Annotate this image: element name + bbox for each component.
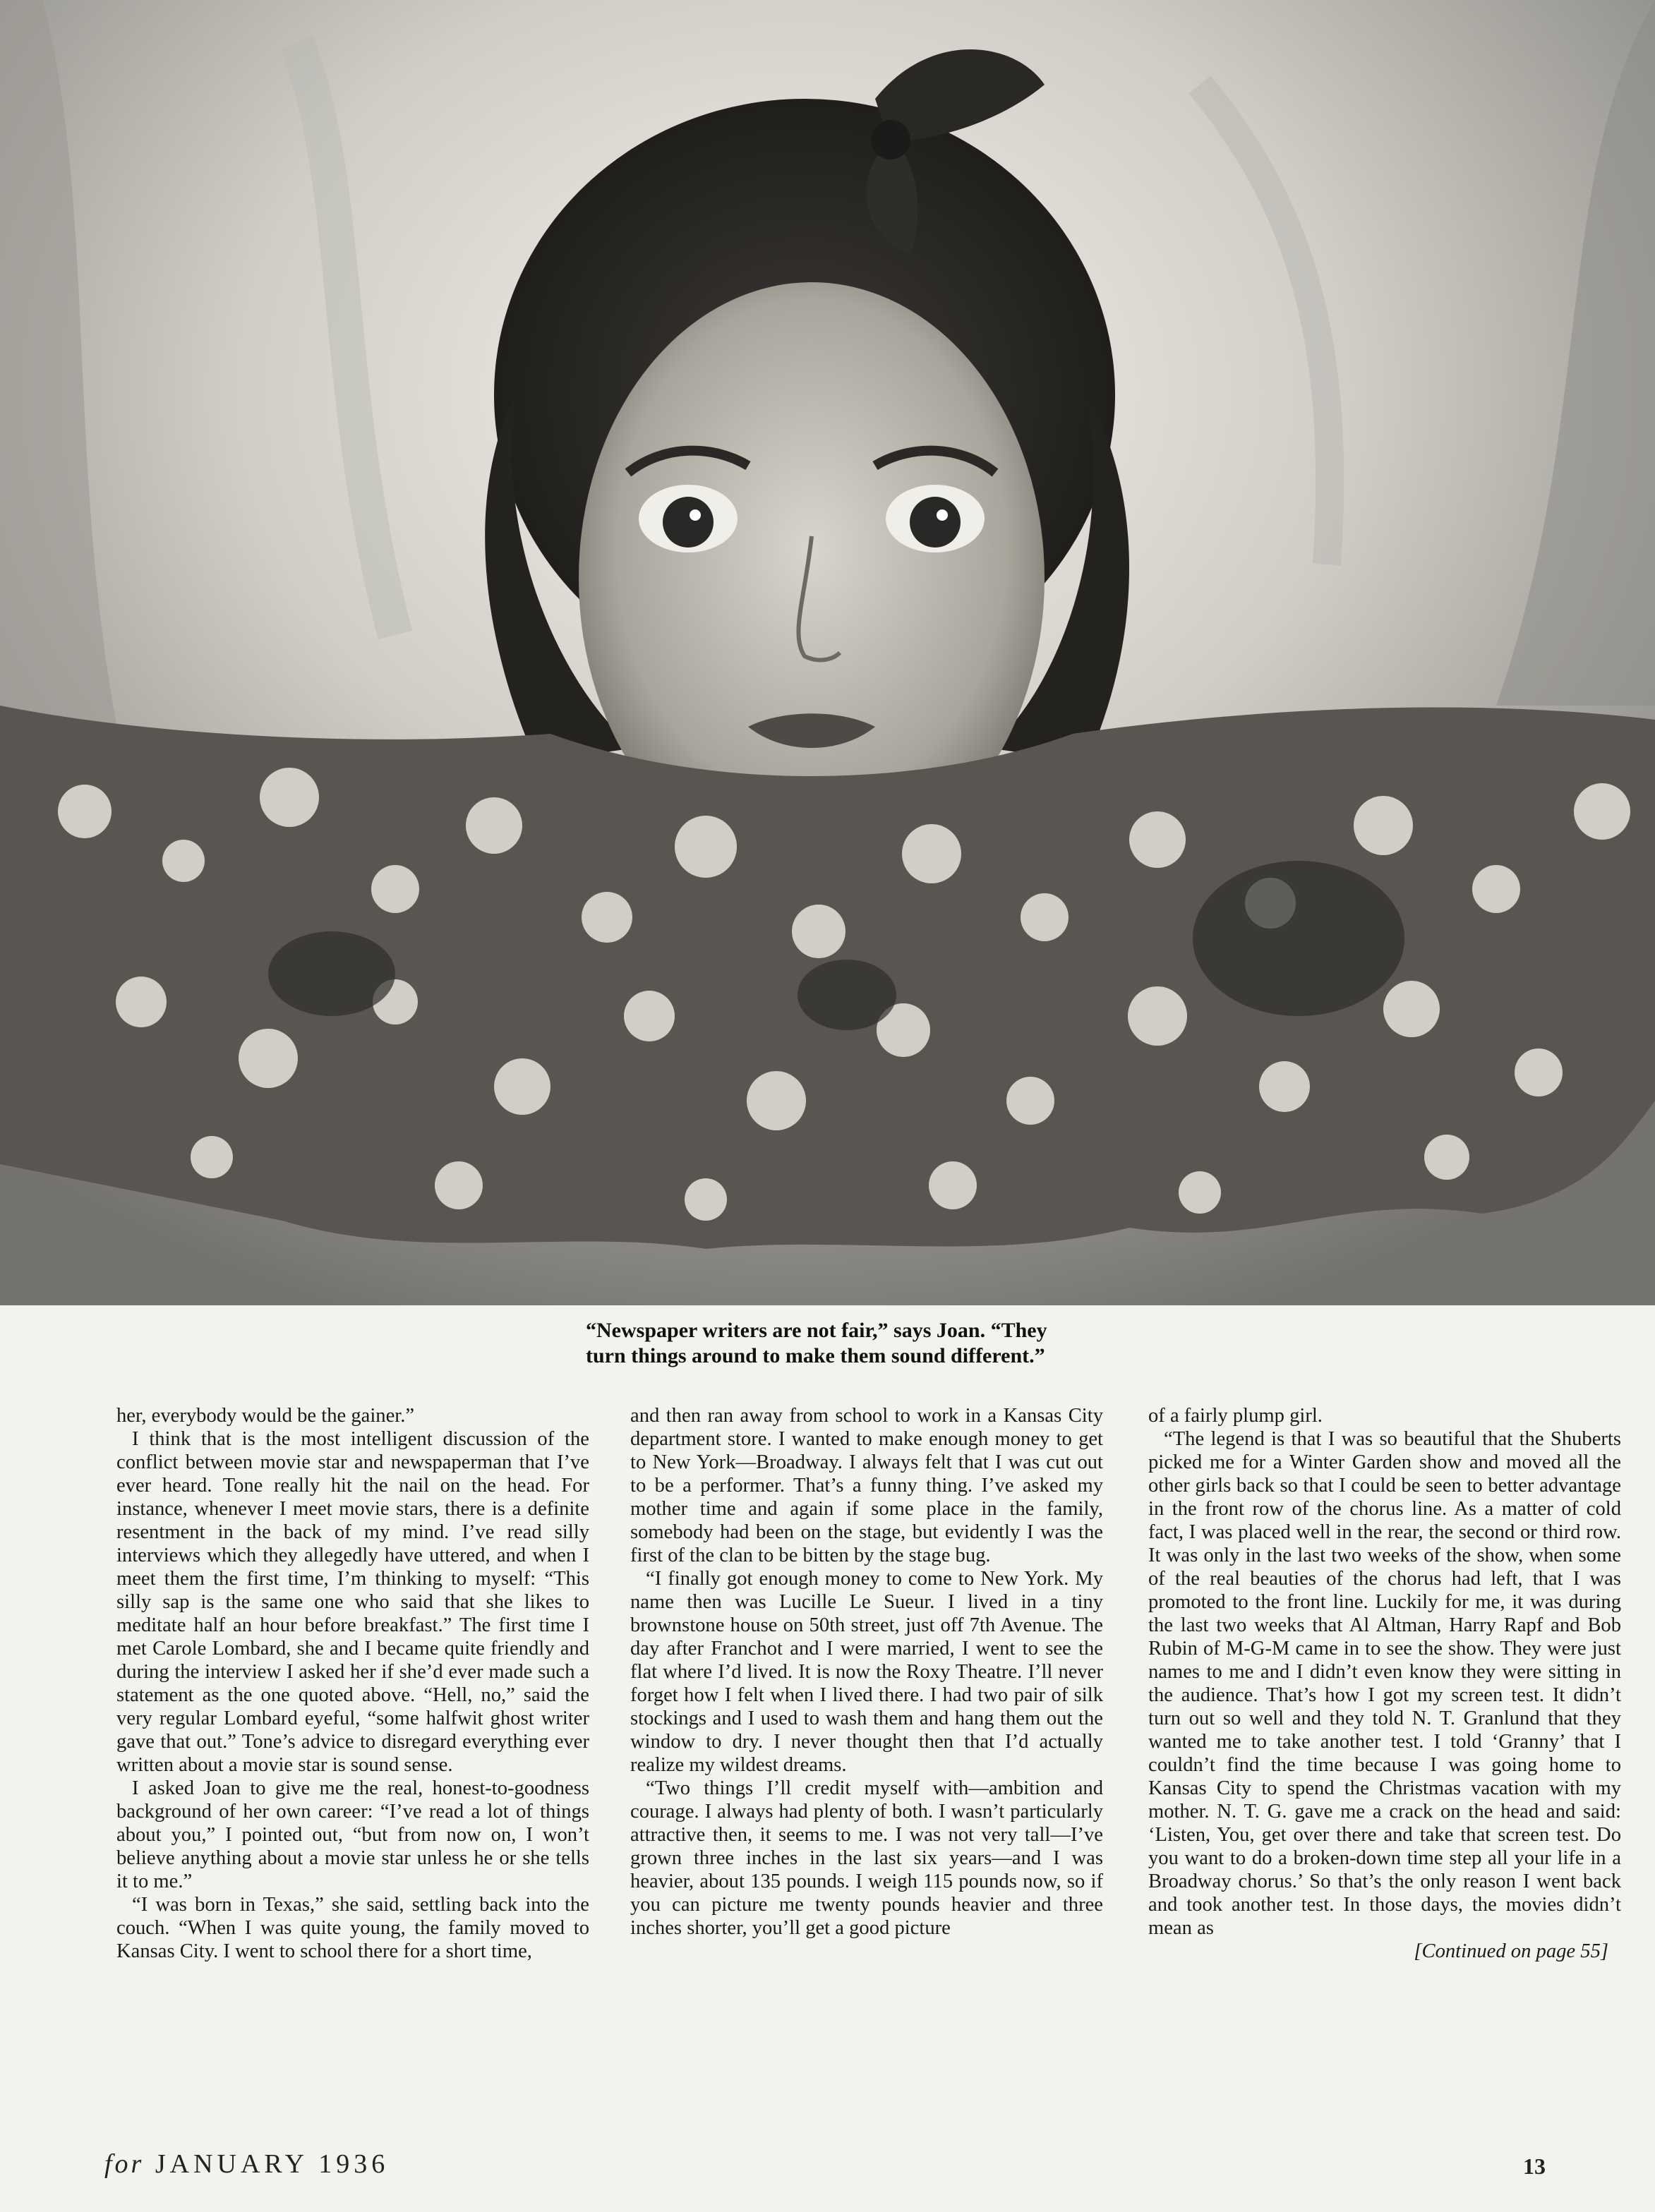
article-column-3 (1148, 1404, 1621, 1963)
photo-caption (586, 1318, 1221, 1369)
issue-date-text: JANUARY 1936 (155, 2149, 390, 2179)
caption-line: “Newspaper writers are not fair,” says Joan. “They (586, 1319, 1047, 1342)
paragraph: “I was born in Texas,” she said, settling back into the couch. “When I was quite young, the family moved to Kansas City. I went to school there for a short time, (116, 1894, 589, 1962)
paragraph: and then ran away from school to work in a Kansas City department store. I wanted to make enough money to get to New York—Broadway. I always felt that I was cut out to be a performer. That’s a funny thing. I’ve asked my mother time and again if some place in the family, somebody had been on the stage, but evidently I was the first of the clan to be bitten by the stage bug. (630, 1405, 1103, 1566)
paragraph: I think that is the most intelligent discussion of the conflict between movie star and newspaperman that I’ve ever heard. Tone really hit the nail on the head. For instance, whenever I meet movie stars, there is a definite resentment in the back of my mind. I’ve read silly interviews which they allegedly have uttered, and when I meet them the first time, I’m thinking to myself: “This silly sap is the same one who said that she likes to meditate half an hour before breakfast.” The first time I met Carole Lombard, she and I became quite friendly and during the interview I asked her if she’d ever made such a statement as the one quoted above. “Hell, no,” said the very regular Lombard eyeful, “some halfwit ghost writer gave that out.” Tone’s advice to disregard everything ever written about a movie star is sound sense. (116, 1428, 589, 1776)
article-column-2 (630, 1404, 1103, 1940)
paragraph: “Two things I’ll credit myself with—ambition and courage. I always had plenty of both. I wasn’t particularly attractive then, it seems to me. I was not very tall—I’ve grown three inches in the last six years—and I was heavier, about 135 pounds. I weigh 115 pounds now, so if you can picture me twenty pounds heavier and three inches shorter, you’ll get a good picture (630, 1777, 1103, 1939)
page-number: 13 (1523, 2153, 1546, 2179)
issue-date (104, 2148, 389, 2180)
paragraph: of a fairly plump girl. (1148, 1405, 1323, 1427)
caption-line: turn things around to make them sound different.” (586, 1344, 1045, 1367)
article-column-1 (116, 1404, 589, 1963)
issue-date-prefix: for (104, 2149, 145, 2179)
continued-note: [Continued on page 55] (1414, 1940, 1608, 1962)
paragraph: “The legend is that I was so beautiful that the Shuberts picked me for a Winter Garden show and moved all the other girls back so that I could be seen to better advantage in the front row of the chorus line. As a matter of cold fact, I was placed well in the rear, the second or third row. It was only in the last two weeks of the show, when some of the real beauties of the chorus had left, that I was promoted to the front line. Luckily for me, it was during the last two weeks that Al Altman, Harry Rapf and Bob Rubin of M-G-M came in to see the show. They were just names to me and I didn’t even know they were sitting in the audience. That’s how I got my screen test. It didn’t turn out so well and they told N. T. Granlund that they wanted me to take another test. I told ‘Granny’ that I couldn’t find the time because I was going home to Kansas City to spend the Christmas vacation with my mother. N. T. G. gave me a crack on the head and said: ‘Listen, You, get over there and take that screen test. Do you want to do a broken-down time step all your life in a Broadway chorus.’ So that’s the only reason I went back and took another test. In those days, the movies didn’t mean as (1148, 1428, 1621, 1939)
paragraph: “I finally got enough money to come to New York. My name then was Lucille Le Sueur. I lived in a tiny brownstone house on 50th street, just off 7th Avenue. The day after Franchot and I were married, I went to see the flat where I’d lived. It is now the Roxy Theatre. I’ll never forget how I felt when I lived there. I had two pair of silk stockings and I used to wash them and hang them out the window to dry. I never thought then that I’d actually realize my wildest dreams. (630, 1568, 1103, 1776)
paragraph: her, everybody would be the gainer.” (116, 1405, 415, 1427)
paragraph: I asked Joan to give me the real, honest-to-goodness background of her own career: “I’ve read a lot of things about you,” I pointed out, “but from now on, I won’t believe anything about a movie star unless he or she tells it to me.” (116, 1777, 589, 1892)
